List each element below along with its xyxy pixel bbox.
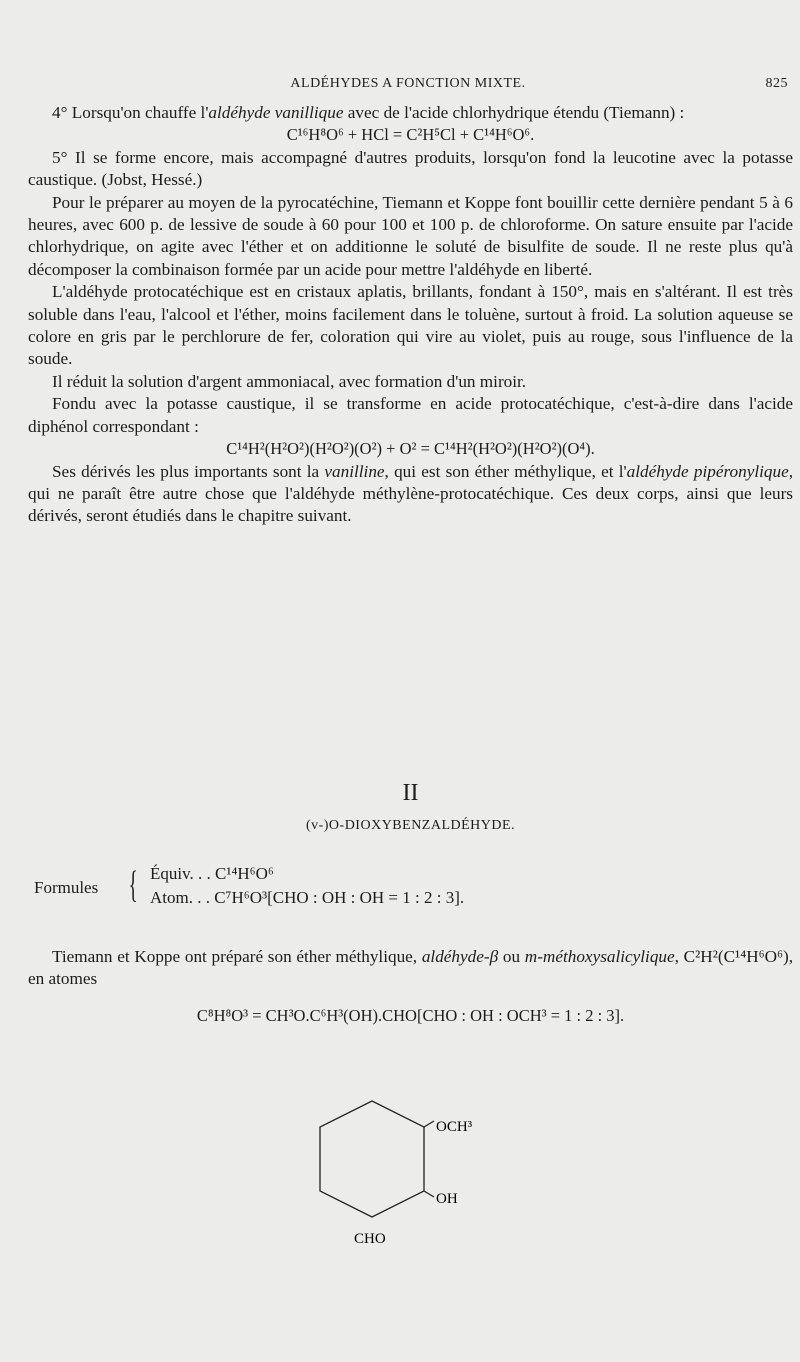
paragraph-properties: L'aldéhyde protocatéchique est en cristaux aplatis, brillants, fondant à 150°, mais en s'altérant. Il est très soluble dans l'eau, l'alcool et l'éther, moins facilement dans le toluène, surtout à froid. La solution aqueuse se colore en gris par le perchlorure de fer, coloration qui vire au violet, puis au rouge, sous l'influence de la soude. [28,282,793,369]
para7-emphasis-2: aldéhyde pipéronylique [626,461,789,481]
para7-text-c: , qui ne paraît être autre chose que l'aldéhyde méthylène-protocatéchique. Ces deux corps, ainsi que leurs dérivés, seront étudiés dans le chapitre suivant. [28,461,793,526]
para8-text-c: , C²H²(C¹⁴H⁶O⁶), en atomes [28,947,794,989]
paragraph-fusion: Fondu avec la potasse caustique, il se transforme en acide protocatéchique, c'est-à-dire dans l'acide diphénol correspondant : [28,394,793,436]
label-oh: OH [436,1191,458,1207]
formula-equiv: Équiv. . . C¹⁴H⁶O⁶ [150,864,274,883]
para8-emphasis-1: aldéhyde-β [421,947,499,966]
running-title: ALDÉHYDES A FONCTION MIXTE. [290,76,526,91]
para7-text-a: Ses dérivés les plus importants sont la [52,461,325,481]
body-text-lower [28,946,793,1027]
paragraph-5: 5° Il se forme encore, mais accompagné d'autres produits, lorsqu'on fond la leucotine avec la potasse caustique. (Jobst, Hessé.) [28,147,793,190]
label-cho: CHO [354,1231,386,1247]
paragraph-reduction: Il réduit la solution d'argent ammoniacal, avec formation d'un miroir. [52,371,527,391]
para1-emphasis: aldéhyde vanillique [208,103,344,122]
benzene-hexagon [320,1101,424,1217]
paragraph-preparation: Pour le préparer au moyen de la pyrocatéchine, Tiemann et Koppe font bouillir cette dernière pendant 5 à 6 heures, avec 600 p. de lessive de soude à 60 pour 100 et 100 p. de chloroforme. On sature ensuite par l'acide chlorhydrique, on agite avec l'éther et on additionne le soluté de bisulfite de soude. Il ne reste plus qu'à décomposer la combinaison formée par un acide pour mettre l'aldéhyde en liberté. [28,192,793,279]
bond-oh [424,1191,434,1197]
equation-3: C⁸H⁸O³ = CH³O.C⁶H³(OH).CHO[CHO : OH : OCH³ = 1 : 2 : 3]. [196,1005,625,1025]
para8-text-a: Tiemann et Koppe ont préparé son éther méthylique, [52,947,422,966]
equation-1: C¹⁶H⁸O⁶ + HCl = C²H⁵Cl + C¹⁴H⁶O⁶. [286,125,535,145]
para8-emphasis-2: m-méthoxysalicylique [524,947,675,966]
para1-text-a: 4° Lorsqu'on chauffe l' [52,103,209,122]
label-och3: OCH³ [436,1119,473,1135]
section-title: (v-)O-DIOXYBENZALDÉHYDE. [305,818,516,833]
formulas-label: Formules [34,878,99,897]
para8-text-b: ou [498,947,525,966]
bond-och3 [424,1121,434,1127]
formula-atom: Atom. . . C⁷H⁶O³[CHO : OH : OH = 1 : 2 : 3]. [150,888,465,907]
formulas-block [34,860,774,920]
para7-text-b: , qui est son éther méthylique, et l' [384,461,627,481]
section-numeral: II [402,780,419,806]
paragraph-4 [28,102,793,124]
body-text-upper [28,102,793,528]
page-number: 825 [765,76,788,91]
paragraph-derivatives [28,461,793,528]
benzene-ring-diagram [300,1075,500,1275]
brace-glyph: { [128,864,138,906]
para7-emphasis-1: vanilline [324,461,385,481]
para1-text-b: avec de l'acide chlorhydrique étendu (Tiemann) : [343,103,685,122]
equation-2: C¹⁴H²(H²O²)(H²O²)(O²) + O² = C¹⁴H²(H²O²)(H²O²)(O⁴). [226,439,595,459]
paragraph-ether [28,946,793,991]
running-header [28,76,788,98]
